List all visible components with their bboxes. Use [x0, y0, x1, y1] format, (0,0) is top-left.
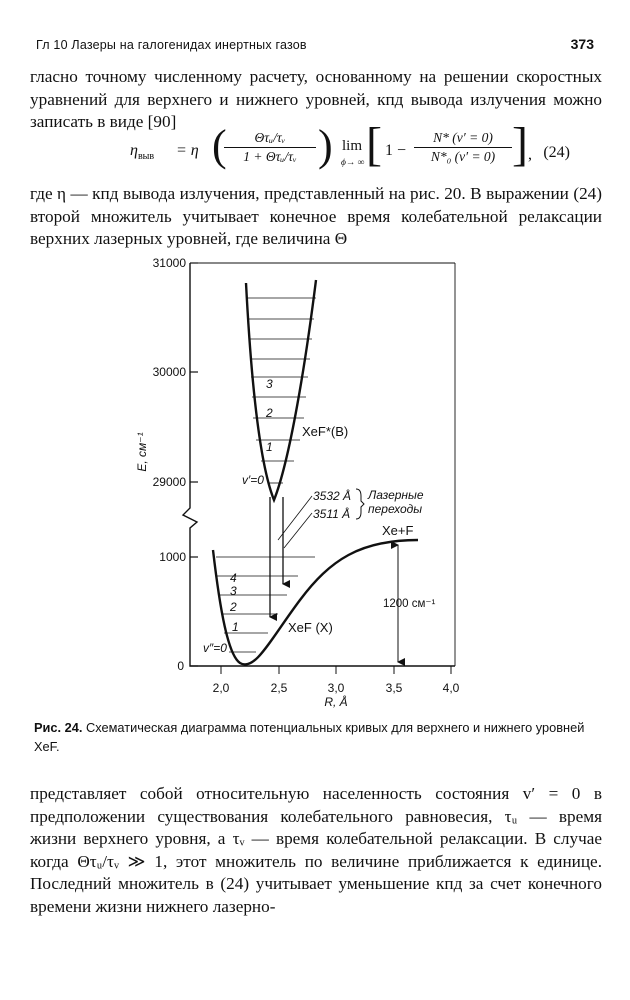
y-tick-1000: 1000 [159, 550, 186, 564]
upper-level-3: 3 [266, 377, 273, 391]
page-number: 373 [570, 36, 594, 52]
x-tick-2.0: 2,0 [212, 681, 230, 695]
lower-level-4: 4 [230, 571, 237, 585]
eq-bracket-right: ] [512, 118, 528, 171]
x-tick-4.0: 4,0 [442, 681, 460, 695]
eq-fraction-1: Θτᵤ/τᵥ 1 + Θτᵤ/τᵥ [224, 130, 316, 165]
paragraph-3-text: представляет собой относительную населенность состояния v′ = 0 в предположении существования колебательного равновесия, τᵤ — время жизни верхнего уровня, а τᵥ — время колебательной релаксации. В случае когда Θτᵤ/τᵥ ≫ 1, этот множитель по величине приближается к единице. Последний множитель в (24) учитывает уменьшение кпд за счет конечного времени жизни нижнего лазерно- [30, 784, 602, 916]
eq-lim: lim [342, 138, 363, 154]
eq-eta: = η [176, 142, 199, 159]
eq-lim-sub: ϕ→ ∞ [341, 158, 365, 168]
upper-state-label: XeF*(B) [302, 424, 349, 439]
upper-level-2: 2 [266, 406, 273, 420]
figure-caption [34, 718, 594, 756]
depth-indicator [380, 545, 436, 666]
y-axis-label: E, см⁻¹ [135, 432, 149, 472]
y-tick-29000: 29000 [152, 475, 186, 489]
axes [183, 263, 455, 674]
eq-paren-left: ( [212, 121, 227, 170]
lower-v0-label: v″=0 [203, 641, 227, 655]
lower-level-2: 2 [230, 600, 237, 614]
depth-label: 1200 см⁻¹ [383, 598, 436, 610]
eq-bracket-left: [ [366, 118, 382, 171]
x-tick-2.5: 2,5 [270, 681, 288, 695]
paragraph-3 [30, 783, 602, 919]
eq-comma: , [528, 146, 532, 163]
transitions-label-line2: переходы [368, 502, 423, 516]
paragraph-2-text: где η — кпд вывода излучения, представленный на рис. 20. В выражении (24) второй множитель учитывает конечное время колебательной релаксации верхних лазерных уровней, где величина Θ [30, 184, 602, 249]
y-tick-31000: 31000 [152, 256, 186, 270]
lower-level-3: 3 [230, 584, 237, 598]
upper-v0-label: v′=0 [242, 473, 264, 487]
eq-paren-right: ) [318, 121, 333, 170]
paragraph-1-text: гласно точному численному расчету, основанному на решении скоростных уравнений для верхнего и нижнего уровней, кпд вывода излучения можно записать в виде [90] [30, 67, 602, 132]
eq-number: (24) [543, 144, 570, 161]
eq-fraction-2: $\frac{N* (v' = 0)}{\text{N*₀ (v′ = 0)}}$ [414, 130, 512, 165]
header-title: Гл 10 Лазеры на галогенидах инертных газов [36, 38, 307, 52]
upper-potential-curve [242, 280, 348, 500]
upper-level-1: 1 [266, 440, 273, 454]
caption-text: Схематическая диаграмма потенциальных кривых для верхнего и нижнего уровней XeF. [34, 720, 585, 754]
lower-potential-curve [203, 523, 418, 665]
lower-level-1: 1 [232, 620, 239, 634]
y-tick-0: 0 [177, 659, 184, 673]
x-axis-label: R, Å [324, 695, 348, 709]
x-tick-3.5: 3,5 [385, 681, 403, 695]
x-tick-3.0: 3,0 [327, 681, 345, 695]
lower-state-label: XeF (X) [288, 620, 333, 635]
transition-2-label: 3511 Å [313, 507, 351, 521]
transition-1-label: 3532 Å [313, 489, 352, 503]
dissociation-label: Xe+F [382, 523, 414, 538]
transitions-label-line1: Лазерные [368, 488, 424, 502]
caption-label: Рис. 24. [34, 720, 83, 735]
eq-lhs: $\eta_{выв}$ [130, 142, 155, 163]
eq-one-minus: 1 − [385, 142, 407, 159]
y-tick-30000: 30000 [152, 365, 186, 379]
